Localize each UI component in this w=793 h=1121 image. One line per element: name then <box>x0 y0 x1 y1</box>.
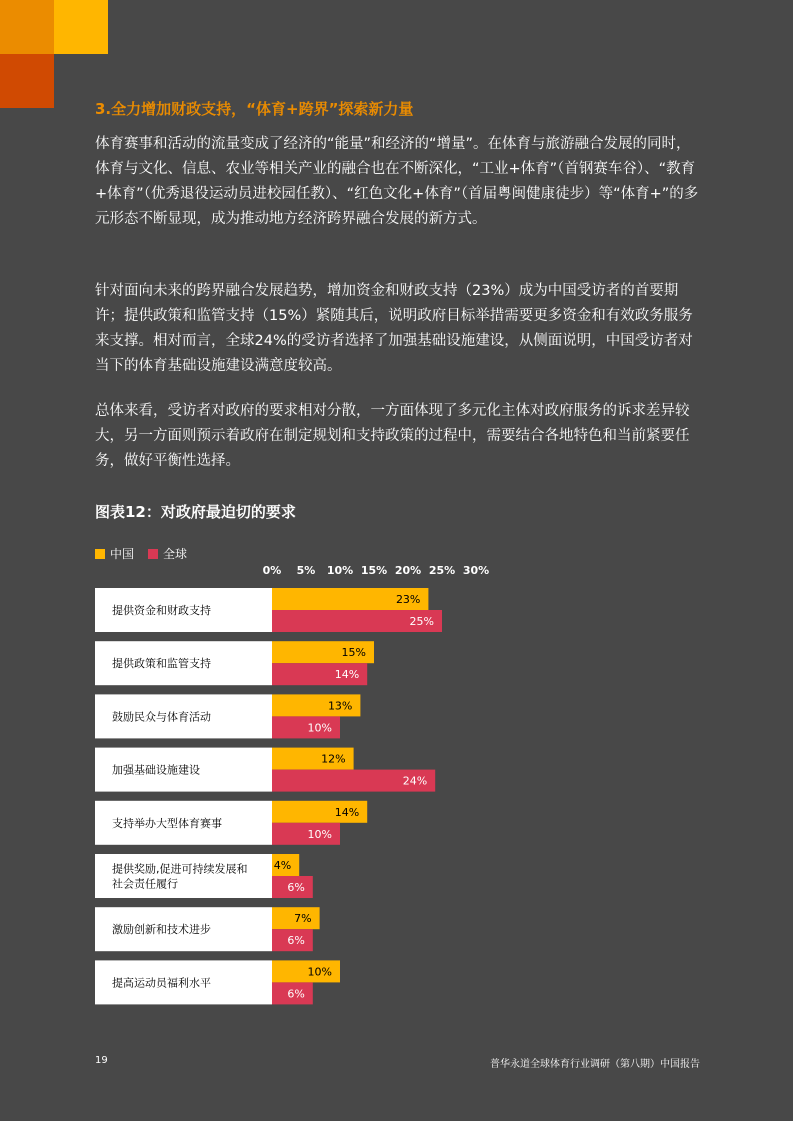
x-tick-label: 30% <box>462 564 490 577</box>
data-label-global: 24% <box>402 774 428 788</box>
data-label-china: 14% <box>334 805 360 819</box>
x-tick-label: 0% <box>262 564 282 577</box>
body-paragraph-2: 针对面向未来的跨界融合发展趋势，增加资金和财政支持（23%）成为中国受访者的首要期许；提供政策和监管支持（15%）紧随其后，说明政府目标举措需要更多资金和有效政务服务来支撑。相对而言，全球24%的受访者选择了加强基础设施建设，从侧面说明，中国受访者对当下的体育基础设施建设满意度较高。 <box>95 283 693 374</box>
x-tick-label: 25% <box>428 564 456 577</box>
data-label-china: 13% <box>327 699 353 713</box>
chart-title: 图表12：对政府最迫切的要求 <box>95 503 296 521</box>
data-label-china: 10% <box>307 965 332 979</box>
category-label: 提高运动员福利水平 <box>112 976 211 990</box>
category-label: 社会责任履行 <box>112 877 178 891</box>
data-label-china: 12% <box>321 752 346 766</box>
data-label-china: 23% <box>395 593 421 606</box>
data-label-china: 4% <box>273 859 292 872</box>
x-tick-label: 10% <box>326 564 354 577</box>
category-label: 提供奖励,促进可持续发展和 <box>112 862 248 876</box>
data-label-global: 6% <box>287 987 305 1001</box>
category-label: 提供资金和财政支持 <box>112 604 211 617</box>
body-paragraph-3: 总体来看，受访者对政府的要求相对分散，一方面体现了多元化主体对政府服务的诉求差异较大，另一方面则预示着政府在制定规划和支持政策的过程中，需要结合各地特色和当前紧要任务，做好平衡性选择。 <box>95 403 690 469</box>
data-label-global: 14% <box>334 668 360 682</box>
data-label-global: 10% <box>307 827 332 841</box>
data-label-china: 7% <box>294 912 312 926</box>
footer-report-title: 普华永道全球体育行业调研（第八期）中国报告 <box>490 1059 700 1070</box>
x-tick-label: 20% <box>394 564 422 577</box>
category-label: 加强基础设施建设 <box>112 763 200 777</box>
section-heading: 3.全力增加财政支持，“体育+跨界”探索新力量 <box>95 100 414 118</box>
x-tick-label: 5% <box>296 564 316 577</box>
category-label-box <box>95 854 272 898</box>
category-label: 提供政策和监管支持 <box>112 657 211 671</box>
legend-label-china: 中国 <box>110 547 135 561</box>
category-label: 支持举办大型体育赛事 <box>112 816 222 830</box>
category-label: 激励创新和技术进步 <box>112 923 211 937</box>
legend-label-global: 全球 <box>163 547 188 561</box>
data-label-global: 25% <box>409 615 434 628</box>
x-tick-label: 15% <box>360 564 388 577</box>
data-label-global: 6% <box>287 934 305 948</box>
page-number: 19 <box>95 1055 108 1066</box>
category-label: 鼓励民众与体育活动 <box>112 710 211 724</box>
data-label-global: 10% <box>307 721 332 735</box>
body-paragraph-1: 体育赛事和活动的流量变成了经济的“能量”和经济的“增量”。在体育与旅游融合发展的同时，体育与文化、信息、农业等相关产业的融合也在不断深化，“工业+体育”（首钢赛车谷）、“教育+体育”（优秀退役运动员进校园任教）、“红色文化+体育”（首届粤闽健康徒步）等“体育+”的多元形态不断显现，成为推动地方经济跨界融合发展的新方式。 <box>95 136 699 227</box>
data-label-china: 15% <box>341 646 366 660</box>
data-label-global: 6% <box>287 881 305 894</box>
